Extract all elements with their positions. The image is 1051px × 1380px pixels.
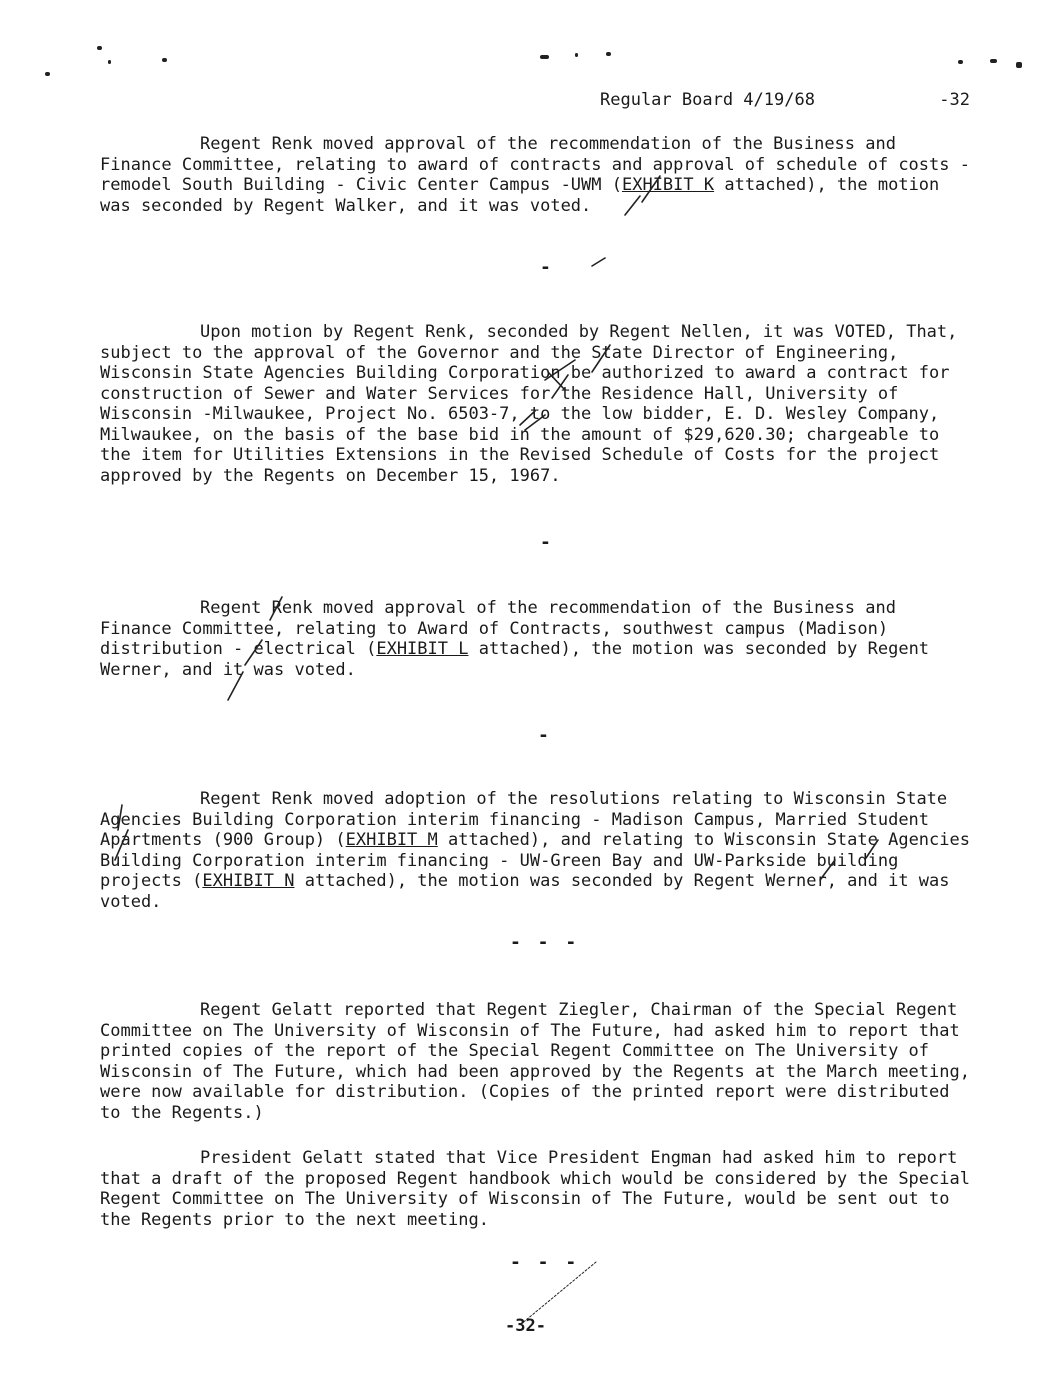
paragraph-4: Regent Renk moved adoption of the resolutions relating to Wisconsin State Agencies Building Corporation interim financing - Madison Campus, Married Student Apartments (900 Group) (EXHIBIT M attached), and relating to Wisconsin State Agencies Building Corporation interim financing - UW-Green Bay and UW-Parkside building projects (EXHIBIT N attached), the motion was seconded by Regent Werner, and it was voted. [100, 789, 970, 912]
exhibit-k-link: EXHIBIT K [621, 175, 715, 195]
exhibit-l-link: EXHIBIT L [376, 639, 469, 659]
separator-1: - [540, 257, 554, 278]
paragraph-5: Regent Gelatt reported that Regent Ziegler, Chairman of the Special Regent Committee on The University of Wisconsin of The Future, had asked him to report that printed copies of the report of the Special Regent Committee on The University of Wisconsin of The Future, which had been approved by the Regents at the March meeting, were now available for distribution. (Copies of the printed report were distributed to the Regents.) [100, 1000, 970, 1123]
exhibit-n-link: EXHIBIT N [202, 871, 295, 891]
separator-2: - [540, 532, 554, 553]
separator-3: - [538, 725, 552, 746]
paragraph-2: Upon motion by Regent Renk, seconded by Regent Nellen, it was VOTED, That, subject to the approval of the Governor and the State Director of Engineering, Wisconsin State Agencies Building Corporation be authorized to award a contract for construction of Sewer and Water Services for the Residence Hall, University of Wisconsin -Milwaukee, Project No. 6503-7, to the low bidder, E. D. Wesley Company, Milwaukee, on the basis of the base bid in the amount of $29,620.30; chargeable to the item for Utilities Extensions in the Revised Schedule of Costs for the project approved by the Regents on December 15, 1967. [100, 322, 958, 486]
separator-5: - - - [510, 1252, 580, 1273]
exhibit-m-link: EXHIBIT M [345, 830, 438, 850]
paragraph-6: President Gelatt stated that Vice President Engman had asked him to report that a draft of the proposed Regent handbook which would be considered by the Special Regent Committee on The University of Wisconsin of The Future, would be sent out to the Regents prior to the next meeting. [100, 1148, 970, 1230]
paragraph-3: Regent Renk moved approval of the recommendation of the Business and Finance Committee, relating to Award of Contracts, southwest campus (Madison) distribution - electrical (EXHIBIT L attached), the motion was seconded by Regent Werner, and it was voted. [100, 598, 930, 680]
footer-page-number: -32- [505, 1316, 546, 1336]
page-header [600, 90, 970, 110]
meeting-title: Regular Board 4/19/68 [600, 90, 815, 110]
paragraph-1: Regent Renk moved approval of the recommendation of the Business and Finance Committee, relating to award of contracts and approval of schedule of costs - remodel South Building - Civic Center Campus -UWM (EXHIBIT K attached), the motion was seconded by Regent Walker, and it was voted. [100, 134, 970, 216]
header-page-number: -32 [939, 90, 970, 110]
separator-4: - - - [510, 932, 580, 953]
